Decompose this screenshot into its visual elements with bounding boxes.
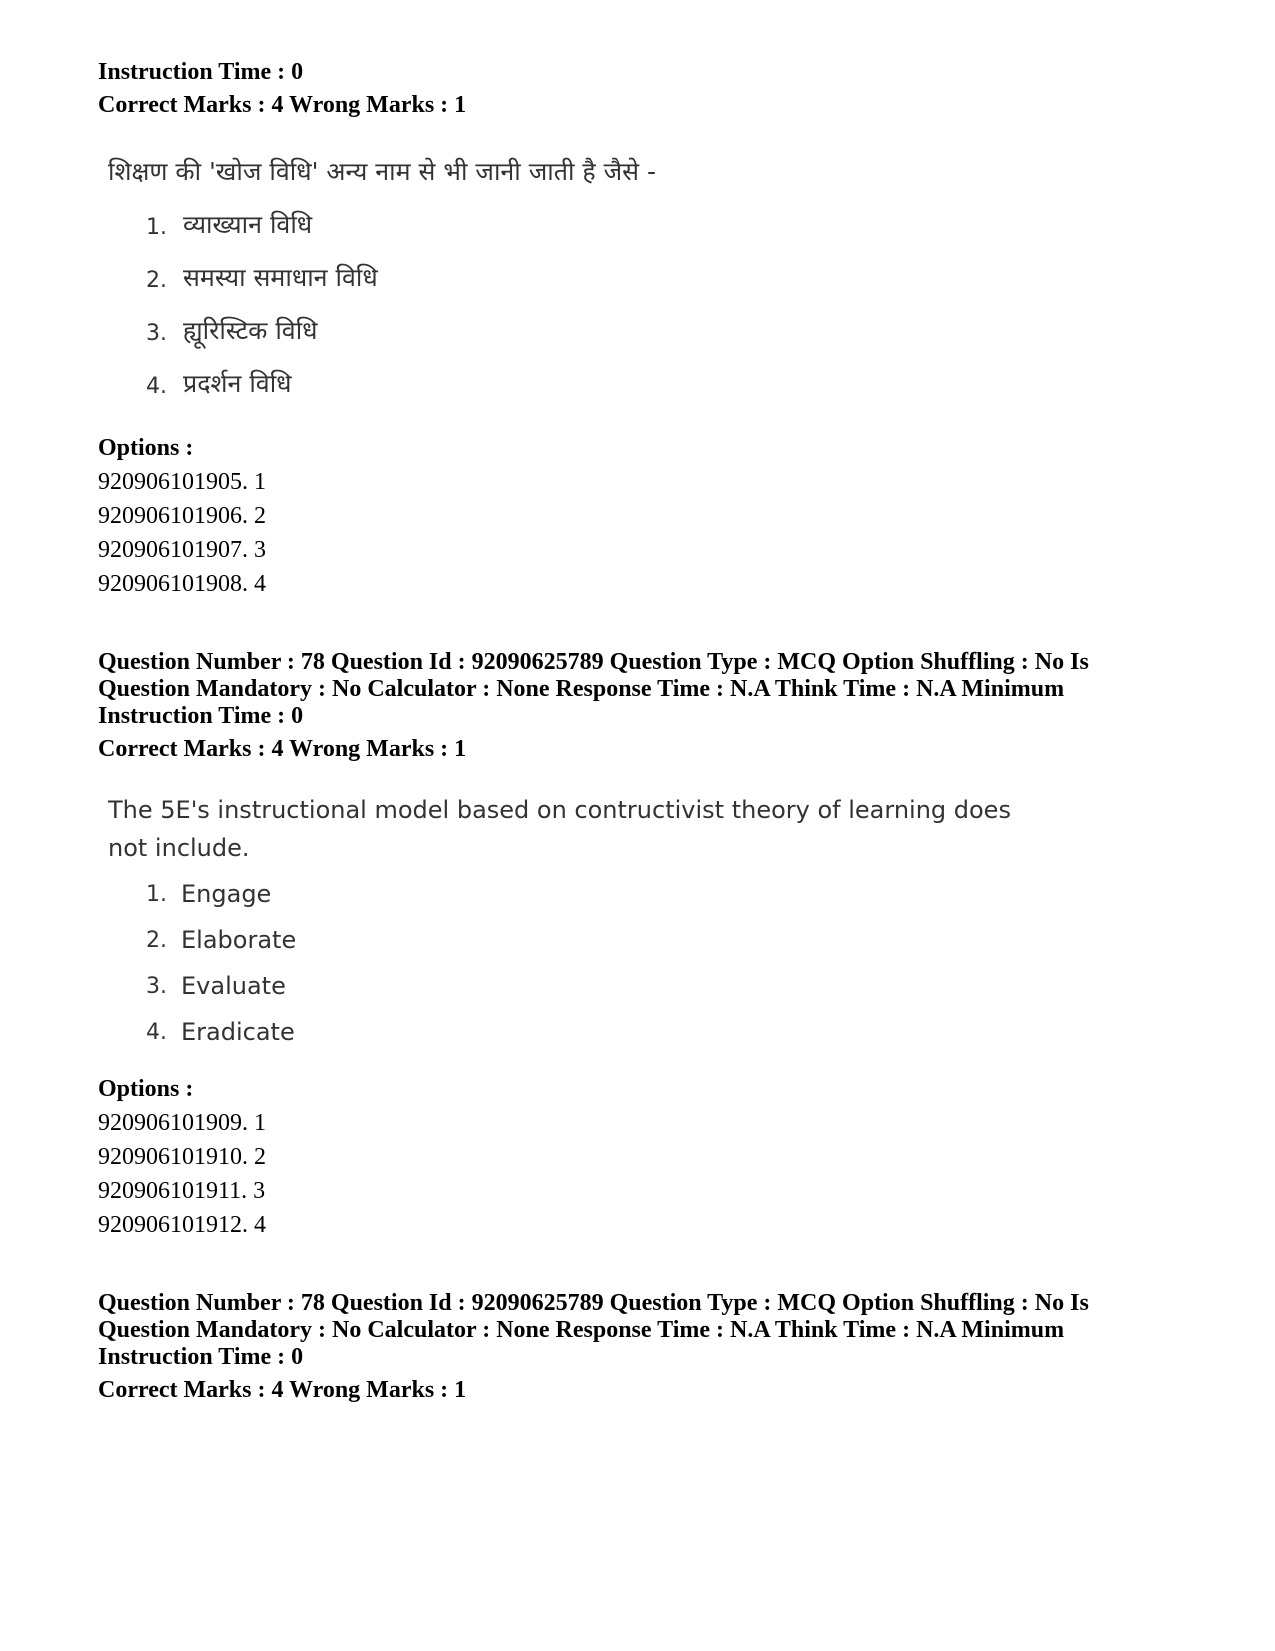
question-header: Question Mandatory : No Calculator : None Response Time : N.A Think Time : N.A Minimum [98,1317,1065,1343]
option-row: 920906101907. 3 [98,537,266,563]
options-label: Options : [98,435,194,461]
choice-text: Elaborate [181,926,297,954]
choice-number: 4. [146,1020,167,1045]
marks-line: Correct Marks : 4 Wrong Marks : 1 [98,92,467,118]
option-row: 920906101911. 3 [98,1178,266,1204]
marks-line: Correct Marks : 4 Wrong Marks : 1 [98,1377,467,1403]
instruction-time: Instruction Time : 0 [98,1344,304,1370]
option-row: 920906101909. 1 [98,1110,266,1136]
instruction-time: Instruction Time : 0 [98,59,304,85]
option-row: 920906101908. 4 [98,571,266,597]
choice-number: 1. [146,215,167,240]
choice-number: 2. [146,268,167,293]
marks-line: Correct Marks : 4 Wrong Marks : 1 [98,736,467,762]
choice-text: व्याख्यान विधि [183,210,313,239]
question-header: Question Number : 78 Question Id : 92090625789 Question Type : MCQ Option Shuffling : No Is [98,1290,1089,1316]
choice-number: 3. [146,974,167,999]
choice-text: Evaluate [181,972,286,1000]
choice-number: 3. [146,321,167,346]
choice-text: प्रदर्शन विधि [183,369,292,398]
question-text: The 5E's instructional model based on contructivist theory of learning does [108,796,1011,824]
choice-text: Eradicate [181,1018,295,1046]
option-row: 920906101912. 4 [98,1212,266,1238]
choice-text: Engage [181,880,272,908]
question-text: शिक्षण की 'खोज विधि' अन्य नाम से भी जानी जाती है जैसे - [108,157,657,186]
choice-number: 4. [146,374,167,399]
option-row: 920906101906. 2 [98,503,266,529]
choice-number: 2. [146,928,167,953]
options-label: Options : [98,1076,194,1102]
question-header: Question Number : 78 Question Id : 92090625789 Question Type : MCQ Option Shuffling : No Is [98,649,1089,675]
option-row: 920906101910. 2 [98,1144,266,1170]
option-row: 920906101905. 1 [98,469,266,495]
question-header: Question Mandatory : No Calculator : None Response Time : N.A Think Time : N.A Minimum [98,676,1065,702]
choice-text: ह्यूरिस्टिक विधि [183,316,318,345]
choice-text: समस्या समाधान विधि [183,263,378,292]
choice-number: 1. [146,882,167,907]
instruction-time: Instruction Time : 0 [98,703,304,729]
question-text: not include. [108,834,250,862]
